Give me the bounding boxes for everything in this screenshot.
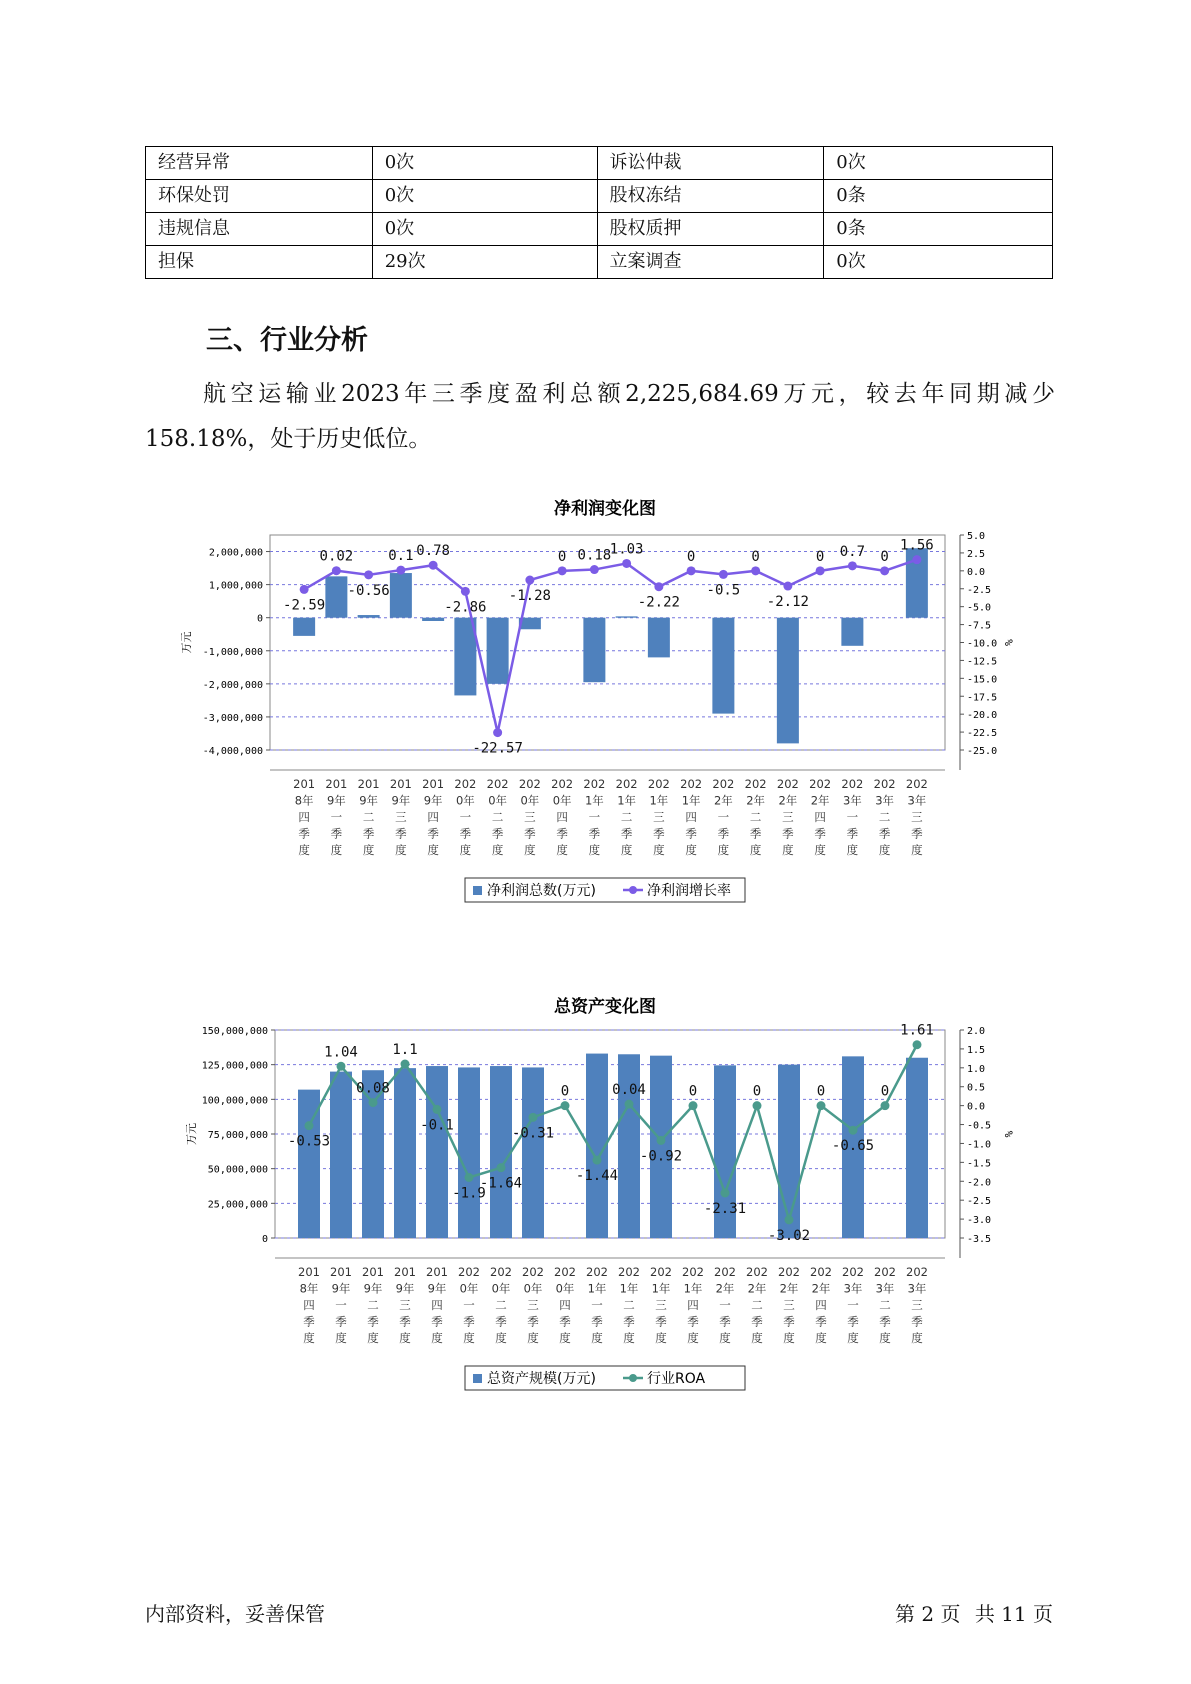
y2-tick-label: -2.5 [967, 1196, 992, 1208]
risk-summary-table [145, 146, 1053, 279]
table-cell: 股权冻结 [597, 180, 824, 213]
category-label: 202 1年四季度 [680, 777, 703, 857]
bar [325, 576, 347, 617]
category-label: 202 0年四季度 [551, 777, 574, 857]
line-point [529, 1113, 538, 1122]
category-label: 202 3年三季度 [906, 1265, 928, 1345]
category-label: 201 9年四季度 [426, 1265, 448, 1345]
bar [390, 573, 412, 618]
table-cell: 担保 [146, 246, 373, 279]
category-label: 202 2年三季度 [776, 777, 799, 857]
data-label: 0 [816, 1083, 826, 1100]
data-label: -2.12 [766, 594, 809, 611]
y2-tick-label: 1.5 [967, 1044, 986, 1056]
y2-tick-label: -2.0 [967, 1177, 992, 1189]
y-tick-label: -2,000,000 [202, 679, 263, 691]
data-label: 0 [752, 1083, 762, 1100]
y-tick-label: -1,000,000 [202, 646, 263, 658]
y2-tick-label: -20.0 [967, 710, 998, 722]
table-cell: 股权质押 [597, 213, 824, 246]
net-profit-chart-svg [170, 490, 1040, 940]
data-label: 0 [686, 548, 696, 565]
bar [648, 618, 670, 658]
line-point [625, 1100, 634, 1109]
y-tick-label: 150,000,000 [201, 1026, 268, 1037]
bar [583, 618, 605, 683]
category-label: 202 0年三季度 [518, 777, 541, 857]
table-cell: 0次 [372, 213, 597, 246]
line-point [657, 1136, 666, 1145]
y-tick-label: 2,000,000 [208, 547, 263, 559]
y2-tick-label: 0.5 [967, 1082, 986, 1094]
table-cell: 违规信息 [146, 213, 373, 246]
bar [422, 618, 444, 621]
y-tick-label: -4,000,000 [202, 746, 263, 757]
data-label: -0.31 [511, 1125, 555, 1142]
line-point [590, 565, 599, 574]
data-label: -0.65 [831, 1138, 875, 1155]
page-number: 第 2 页 [895, 1602, 961, 1626]
chart-title: 总资产变化图 [554, 997, 656, 1017]
legend-swatch-bar [473, 1374, 482, 1383]
y-tick-label: 25,000,000 [207, 1199, 268, 1211]
category-label: 202 3年二季度 [873, 777, 896, 857]
page-total: 共 11 页 [974, 1602, 1053, 1626]
line-point [364, 570, 373, 579]
bar [906, 1058, 928, 1238]
line-point [561, 1101, 570, 1110]
table-cell: 立案调查 [597, 246, 824, 279]
y2-tick-label: -5.0 [967, 602, 992, 614]
line-point [912, 555, 921, 564]
y2-tick-label: -3.5 [967, 1234, 992, 1245]
legend-label: 行业ROA [647, 1371, 706, 1387]
table-cell: 0次 [824, 246, 1053, 279]
data-label: -0.5 [706, 582, 741, 599]
data-label: -1.44 [575, 1168, 619, 1185]
line-point [785, 1215, 794, 1224]
bar [650, 1056, 672, 1238]
data-label: -0.53 [287, 1133, 331, 1150]
line-point [654, 582, 663, 591]
data-label: -22.57 [472, 740, 523, 757]
data-label: 0.02 [319, 548, 354, 565]
table-cell: 0次 [372, 180, 597, 213]
data-label: 0 [815, 548, 825, 565]
y2-tick-label: -10.0 [967, 638, 998, 650]
y2-axis-label: % [1002, 639, 1015, 646]
bar [426, 1066, 448, 1238]
category-label: 201 9年二季度 [362, 1265, 384, 1345]
y-tick-label: 0 [256, 613, 263, 625]
y-tick-label: 75,000,000 [207, 1130, 268, 1141]
line-point [497, 1163, 506, 1172]
y2-tick-label: -2.5 [967, 584, 992, 596]
category-label: 201 9年一季度 [325, 777, 348, 857]
data-label: 0.08 [356, 1080, 390, 1097]
category-label: 201 8年四季度 [298, 1265, 320, 1345]
table-cell: 0次 [372, 147, 597, 180]
data-label: -0.56 [347, 582, 390, 599]
y2-tick-label: 0.0 [967, 1101, 986, 1113]
data-label: 0 [880, 548, 889, 565]
bar [712, 618, 734, 714]
y2-tick-label: -1.5 [967, 1158, 992, 1170]
category-label: 202 3年一季度 [841, 777, 864, 857]
category-label: 201 9年二季度 [357, 777, 380, 857]
category-label: 202 2年二季度 [746, 1265, 768, 1345]
y-tick-label: 100,000,000 [201, 1095, 268, 1107]
table-cell: 诉讼仲裁 [597, 147, 824, 180]
line-point [401, 1060, 410, 1069]
y-tick-label: -3,000,000 [202, 712, 263, 724]
data-label: 0 [560, 1083, 570, 1100]
data-label: 1.03 [609, 541, 644, 558]
category-label: 202 3年三季度 [905, 777, 928, 857]
legend-swatch-marker [629, 886, 637, 894]
footer-confidential-note: 内部资料，妥善保管 [145, 1602, 325, 1626]
y-tick-label: 125,000,000 [201, 1060, 268, 1072]
category-label: 201 9年四季度 [422, 777, 445, 857]
data-label: -2.86 [444, 599, 487, 616]
y2-tick-label: -0.5 [967, 1120, 992, 1132]
table-cell: 29次 [372, 246, 597, 279]
table-cell: 0条 [824, 213, 1053, 246]
line-point [881, 1101, 890, 1110]
y-axis-label: 万元 [180, 631, 193, 654]
data-label: -1.64 [479, 1175, 523, 1192]
y2-tick-label: -22.5 [967, 728, 998, 740]
category-label: 202 1年二季度 [615, 777, 638, 857]
y2-tick-label: 2.0 [967, 1026, 986, 1037]
line-point [848, 561, 857, 570]
category-label: 201 9年一季度 [330, 1265, 352, 1345]
data-label: 0.78 [416, 543, 450, 560]
bar [394, 1068, 416, 1238]
line-point [751, 566, 760, 575]
line-point [913, 1040, 922, 1049]
y-tick-label: 1,000,000 [208, 580, 263, 592]
table-row [146, 246, 1053, 279]
data-label: -0.92 [639, 1148, 683, 1165]
category-label: 202 2年四季度 [810, 1265, 832, 1345]
y-tick-label: 50,000,000 [207, 1164, 268, 1176]
category-label: 202 2年一季度 [714, 1265, 736, 1345]
bar [778, 1065, 800, 1238]
line-point [558, 566, 567, 575]
data-label: -2.59 [283, 597, 326, 614]
line-point [396, 566, 405, 575]
line-point [783, 582, 792, 591]
net-profit-chart [170, 490, 1040, 940]
analysis-paragraph: 航空运输业2023年三季度盈利总额2,225,684.69万元，较去年同期减少158.18%，处于历史低位。 [145, 381, 1055, 452]
y2-tick-label: -3.0 [967, 1215, 992, 1227]
category-label: 202 1年三季度 [647, 777, 670, 857]
line-point [880, 566, 889, 575]
category-label: 202 0年二季度 [490, 1265, 512, 1345]
category-label: 202 1年四季度 [682, 1265, 704, 1345]
line-point [719, 570, 728, 579]
y2-tick-label: 1.0 [967, 1063, 986, 1075]
total-assets-chart [170, 988, 1040, 1438]
y2-tick-label: -1.0 [967, 1139, 992, 1151]
data-label: -1.9 [452, 1185, 486, 1202]
y2-tick-label: -25.0 [967, 746, 998, 757]
line-point [687, 566, 696, 575]
line-point [369, 1098, 378, 1107]
bar [293, 618, 315, 636]
data-label: 0.7 [839, 543, 866, 560]
bar [522, 1067, 544, 1238]
data-label: 1.04 [324, 1044, 358, 1061]
data-label: 0 [880, 1083, 890, 1100]
category-label: 202 0年三季度 [522, 1265, 544, 1345]
data-label: 1.1 [392, 1042, 418, 1059]
data-label: -0.1 [420, 1117, 454, 1134]
data-label: -2.22 [637, 594, 680, 611]
line-point [817, 1101, 826, 1110]
category-label: 202 1年一季度 [583, 777, 606, 857]
y2-tick-label: 0.0 [967, 566, 986, 578]
chart-title: 净利润变化图 [554, 499, 656, 519]
line-point [525, 576, 534, 585]
footer-page-info [887, 1598, 1053, 1627]
line-point [433, 1105, 442, 1114]
line-point [337, 1062, 346, 1071]
line-point [493, 728, 502, 737]
table-row [146, 147, 1053, 180]
bar [841, 618, 863, 646]
legend-label: 总资产规模(万元) [487, 1371, 596, 1387]
category-label: 202 0年一季度 [458, 1265, 480, 1345]
data-label: 0 [688, 1083, 698, 1100]
bar [330, 1072, 352, 1238]
legend-swatch-bar [473, 886, 482, 895]
y2-tick-label: -17.5 [967, 692, 998, 704]
line-point [689, 1101, 698, 1110]
y2-axis-label: % [1002, 1130, 1015, 1138]
table-cell: 环保处罚 [146, 180, 373, 213]
line-point [816, 566, 825, 575]
line-point [753, 1101, 762, 1110]
line-point [465, 1173, 474, 1182]
bar [458, 1067, 480, 1238]
legend-label: 净利润总数(万元) [487, 883, 596, 899]
bar [487, 618, 509, 684]
y2-tick-label: -12.5 [967, 656, 998, 668]
data-label: -1.28 [508, 588, 551, 605]
category-label: 202 3年二季度 [874, 1265, 896, 1345]
data-label: 0.18 [577, 547, 612, 564]
category-label: 201 9年三季度 [394, 1265, 416, 1345]
category-label: 202 2年三季度 [778, 1265, 800, 1345]
line-point [461, 587, 470, 596]
category-label: 201 8年四季度 [293, 777, 316, 857]
category-label: 202 2年四季度 [809, 777, 832, 857]
category-label: 202 1年三季度 [650, 1265, 672, 1345]
data-label: 0 [751, 548, 760, 565]
section-title: 三、行业分析 [206, 325, 368, 356]
category-label: 202 0年二季度 [486, 777, 509, 857]
data-label: 1.56 [900, 537, 934, 554]
category-label: 202 0年一季度 [454, 777, 477, 857]
category-label: 202 1年二季度 [618, 1265, 640, 1345]
table-cell: 0次 [824, 147, 1053, 180]
bar [777, 618, 799, 744]
bar [358, 615, 380, 618]
line-point [429, 561, 438, 570]
legend-swatch-marker [629, 1374, 637, 1382]
y2-tick-label: -15.0 [967, 674, 998, 686]
data-label: 0.1 [388, 548, 414, 565]
y-axis-label: 万元 [185, 1123, 198, 1145]
data-label: -3.02 [767, 1227, 811, 1244]
data-label: 0.04 [612, 1082, 646, 1099]
y-tick-label: 0 [261, 1234, 268, 1245]
category-label: 201 9年三季度 [389, 777, 412, 857]
line-point [300, 585, 309, 594]
bar [616, 616, 638, 617]
table-row [146, 180, 1053, 213]
line-point [332, 566, 341, 575]
total-assets-chart-svg [170, 988, 1040, 1438]
legend-label: 净利润增长率 [647, 883, 731, 899]
table-row [146, 213, 1053, 246]
line-point [305, 1121, 314, 1130]
bar [490, 1066, 512, 1238]
line-point [849, 1126, 858, 1135]
category-label: 202 2年二季度 [744, 777, 767, 857]
data-label: -2.31 [703, 1200, 747, 1217]
category-label: 202 1年一季度 [586, 1265, 608, 1345]
y2-tick-label: 2.5 [967, 548, 986, 560]
y2-tick-label: -7.5 [967, 620, 992, 632]
data-label: 0 [557, 548, 567, 565]
line-point [622, 559, 631, 568]
line-point [721, 1188, 730, 1197]
y2-tick-label: 5.0 [967, 531, 986, 542]
data-label: 1.61 [900, 1022, 934, 1039]
table-cell: 经营异常 [146, 147, 373, 180]
table-cell: 0条 [824, 180, 1053, 213]
category-label: 202 0年四季度 [554, 1265, 576, 1345]
category-label: 202 3年一季度 [842, 1265, 864, 1345]
category-label: 202 2年一季度 [712, 777, 735, 857]
line-point [593, 1156, 602, 1165]
